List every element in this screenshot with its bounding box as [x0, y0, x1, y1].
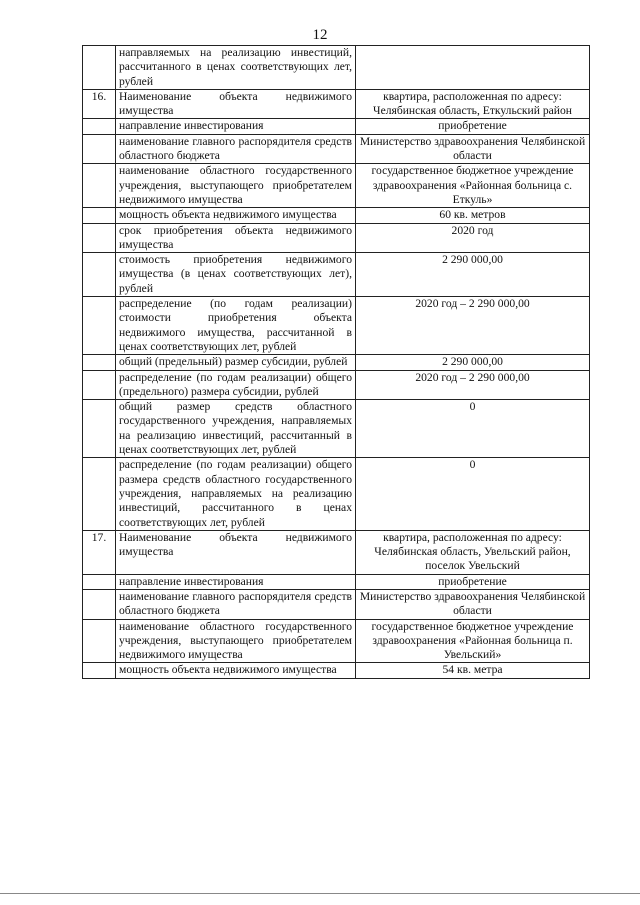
row-number-cell: [83, 663, 116, 678]
row-value-cell: 0: [356, 458, 590, 530]
investment-table: [82, 45, 590, 679]
row-value-cell: Министерство здравоохранения Челябинской области: [356, 589, 590, 619]
table-body: [83, 46, 590, 679]
row-number-cell: [83, 46, 116, 90]
row-value-cell: 2 290 000,00: [356, 253, 590, 297]
row-label-cell: Наименование объекта недвижимого имущества: [116, 530, 356, 574]
row-value-cell: 2020 год: [356, 223, 590, 253]
table-row: [83, 619, 590, 663]
table-row: [83, 119, 590, 134]
table-row: [83, 134, 590, 164]
table-row: [83, 89, 590, 119]
table-row: [83, 400, 590, 458]
table-row: [83, 164, 590, 208]
row-number-cell: [83, 355, 116, 370]
row-label-cell: направляемых на реализацию инвестиций, рассчитанного в ценах соответствующих лет, рублей: [116, 46, 356, 90]
table-row: [83, 530, 590, 574]
row-value-cell: квартира, расположенная по адресу: Челябинская область, Еткульский район: [356, 89, 590, 119]
row-value-cell: Министерство здравоохранения Челябинской области: [356, 134, 590, 164]
row-number-cell: [83, 164, 116, 208]
row-value-cell: 60 кв. метров: [356, 208, 590, 223]
row-value-cell: [356, 46, 590, 90]
row-value-cell: приобретение: [356, 574, 590, 589]
table-row: [83, 253, 590, 297]
row-value-cell: квартира, расположенная по адресу: Челябинская область, Увельский район, поселок Увельский: [356, 530, 590, 574]
table-row: [83, 370, 590, 400]
row-number-cell: [83, 458, 116, 530]
row-number-cell: [83, 619, 116, 663]
row-number-cell: 16.: [83, 89, 116, 119]
row-value-cell: 0: [356, 400, 590, 458]
row-number-cell: [83, 589, 116, 619]
page-number: 12: [312, 27, 328, 43]
row-label-cell: направление инвестирования: [116, 574, 356, 589]
table-row: [83, 663, 590, 678]
row-label-cell: общий размер средств областного государственного учреждения, направляемых на реализацию инвестиций, рассчитанный в ценах соответствующих лет, рублей: [116, 400, 356, 458]
row-value-cell: 2020 год – 2 290 000,00: [356, 297, 590, 355]
row-number-cell: 17.: [83, 530, 116, 574]
row-number-cell: [83, 370, 116, 400]
table-row: [83, 297, 590, 355]
row-label-cell: распределение (по годам реализации) общего размера средств областного государственного учреждения, направляемых на реализацию инвестиций, рассчитанного в ценах соответствующих лет, рублей: [116, 458, 356, 530]
row-label-cell: наименование областного государственного учреждения, выступающего приобретателем недвижимого имущества: [116, 619, 356, 663]
row-label-cell: распределение (по годам реализации) стоимости приобретения объекта недвижимого имущества, рассчитанной в ценах соответствующих лет, рублей: [116, 297, 356, 355]
row-number-cell: [83, 134, 116, 164]
table-row: [83, 589, 590, 619]
row-number-cell: [83, 574, 116, 589]
row-label-cell: направление инвестирования: [116, 119, 356, 134]
row-value-cell: 54 кв. метра: [356, 663, 590, 678]
row-number-cell: [83, 400, 116, 458]
row-value-cell: государственное бюджетное учреждение здравоохранения «Районная больница п. Увельский»: [356, 619, 590, 663]
row-label-cell: наименование областного государственного учреждения, выступающего приобретателем недвижимого имущества: [116, 164, 356, 208]
table-row: [83, 46, 590, 90]
row-label-cell: стоимость приобретения недвижимого имущества (в ценах соответствующих лет), рублей: [116, 253, 356, 297]
table-row: [83, 223, 590, 253]
row-value-cell: 2 290 000,00: [356, 355, 590, 370]
row-value-cell: 2020 год – 2 290 000,00: [356, 370, 590, 400]
row-label-cell: срок приобретения объекта недвижимого имущества: [116, 223, 356, 253]
row-label-cell: наименование главного распорядителя средств областного бюджета: [116, 589, 356, 619]
row-number-cell: [83, 297, 116, 355]
row-label-cell: распределение (по годам реализации) общего (предельного) размера субсидии, рублей: [116, 370, 356, 400]
row-value-cell: государственное бюджетное учреждение здравоохранения «Районная больница с. Еткуль»: [356, 164, 590, 208]
row-label-cell: мощность объекта недвижимого имущества: [116, 663, 356, 678]
bottom-rule: [0, 893, 640, 894]
row-number-cell: [83, 223, 116, 253]
table-row: [83, 355, 590, 370]
row-label-cell: мощность объекта недвижимого имущества: [116, 208, 356, 223]
row-label-cell: наименование главного распорядителя средств областного бюджета: [116, 134, 356, 164]
table-row: [83, 458, 590, 530]
row-number-cell: [83, 253, 116, 297]
table-row: [83, 574, 590, 589]
row-number-cell: [83, 208, 116, 223]
row-label-cell: Наименование объекта недвижимого имущества: [116, 89, 356, 119]
row-value-cell: приобретение: [356, 119, 590, 134]
row-label-cell: общий (предельный) размер субсидии, рублей: [116, 355, 356, 370]
row-number-cell: [83, 119, 116, 134]
table-row: [83, 208, 590, 223]
